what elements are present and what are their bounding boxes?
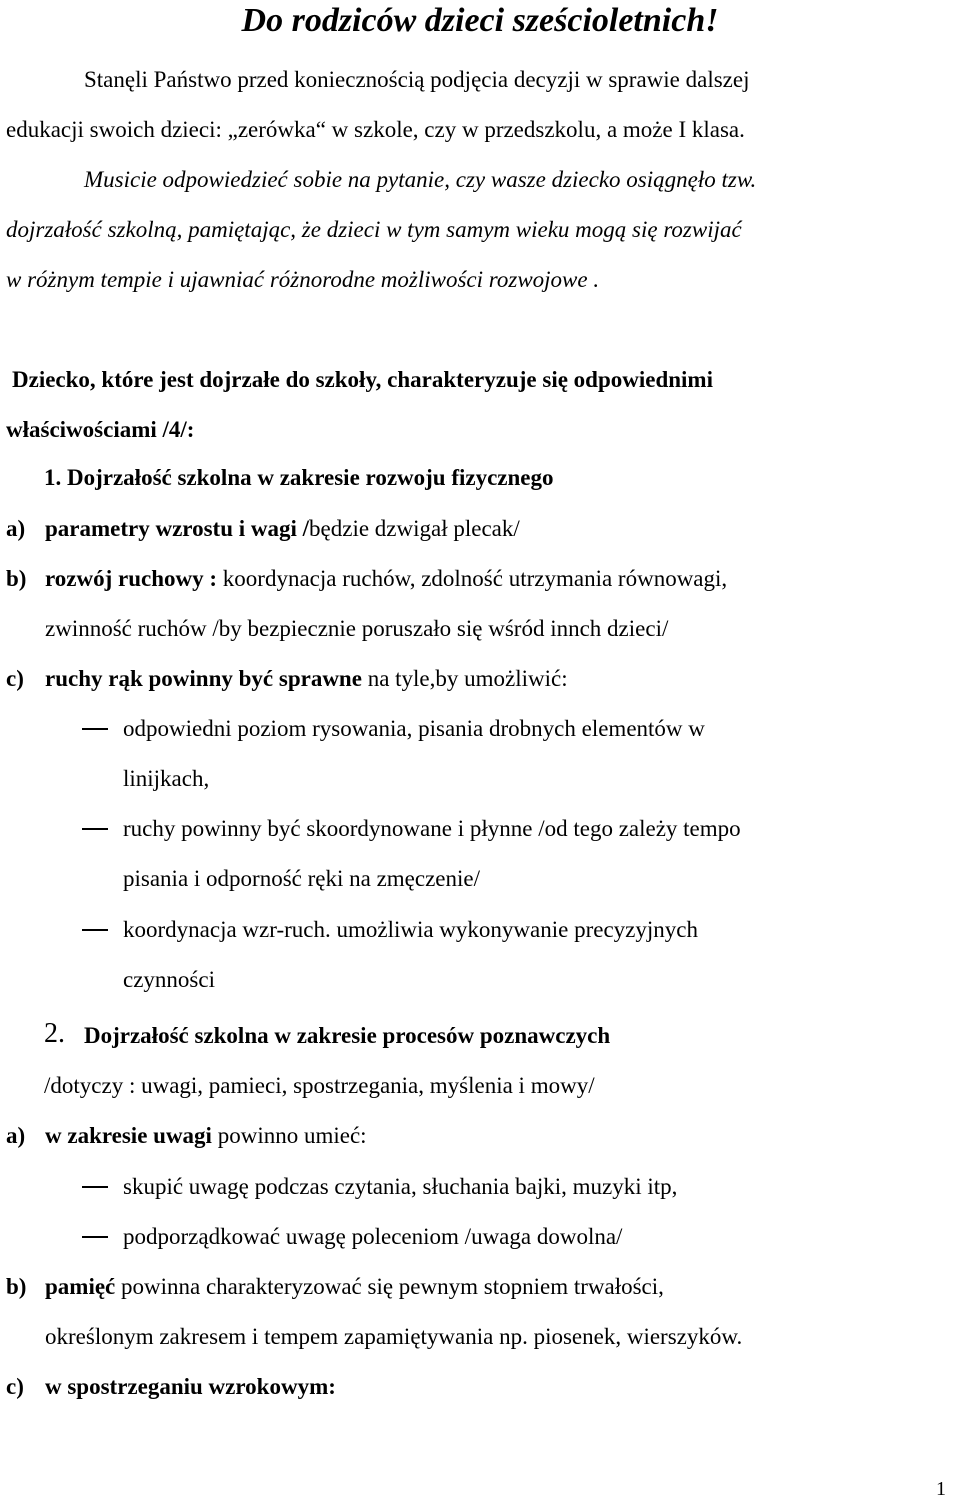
section1-item-b-cont: zwinność ruchów /by bezpiecznie poruszało się wśród innch dzieci/ [45, 616, 669, 641]
section1-item-b [45, 567, 727, 590]
bullet-dash-icon [82, 1186, 108, 1188]
section1-item-a-bold: parametry wzrostu i wagi / [45, 516, 310, 541]
bullet-dash-icon [82, 828, 108, 830]
section1-item-a-text: będzie dzwigał plecak/ [309, 516, 520, 541]
section1-bullet-3: koordynacja wzr-ruch. umożliwia wykonywanie precyzyjnych [123, 917, 698, 942]
lead-line-2: właściwościami /4/: [6, 417, 195, 442]
document-title: Do rodziców dzieci sześcioletnich! [241, 2, 719, 39]
section2-number: 2. [44, 1018, 65, 1049]
section1-item-b-label: b) [6, 566, 27, 591]
bullet-dash-icon [82, 929, 108, 931]
section1-item-c-label: c) [6, 666, 24, 691]
section1-item-a [45, 517, 520, 540]
section2-item-b-label: b) [6, 1274, 27, 1299]
intro-line-3: Musicie odpowiedzieć sobie na pytanie, czy wasze dziecko osiągnęło tzw. [84, 167, 757, 192]
section2-heading: Dojrzałość szkolna w zakresie procesów poznawczych [84, 1023, 611, 1048]
bullet-dash-icon [82, 728, 108, 730]
intro-line-1: Stanęli Państwo przed koniecznością podjęcia decyzji w sprawie dalszej [84, 67, 750, 92]
section2-bullet-1: skupić uwagę podczas czytania, słuchania bajki, muzyki itp, [123, 1174, 678, 1199]
section2-item-c: w spostrzeganiu wzrokowym: [45, 1374, 336, 1399]
section2-item-b [45, 1275, 664, 1298]
intro-line-5: w różnym tempie i ujawniać różnorodne możliwości rozwojowe . [6, 267, 600, 292]
section2-item-a-label: a) [6, 1123, 26, 1148]
section1-bullet-3-cont: czynności [123, 967, 215, 992]
section2-item-b-bold: pamięć [45, 1274, 116, 1299]
page-number: 1 [936, 1478, 946, 1500]
section2-item-a-bold: w zakresie uwagi [45, 1123, 212, 1148]
intro-line-4: dojrzałość szkolną, pamiętając, że dzieci w tym samym wieku mogą się rozwijać [6, 217, 742, 242]
section1-heading: 1. Dojrzałość szkolna w zakresie rozwoju fizycznego [44, 465, 554, 490]
bullet-dash-icon [82, 1236, 108, 1238]
section2-item-b-text: powinna charakteryzować się pewnym stopniem trwałości, [115, 1274, 664, 1299]
section2-bullet-2: podporządkować uwagę poleceniom /uwaga dowolna/ [123, 1224, 623, 1249]
section1-item-c-text: na tyle,by umożliwić: [361, 666, 568, 691]
section2-item-c-label: c) [6, 1374, 24, 1399]
section1-bullet-1: odpowiedni poziom rysowania, pisania drobnych elementów w [123, 716, 705, 741]
lead-line-1: Dziecko, które jest dojrzałe do szkoły, charakteryzuje się odpowiednimi [12, 367, 713, 392]
intro-line-2: edukacji swoich dzieci: „zerówka“ w szkole, czy w przedszkolu, a może I klasa. [6, 117, 745, 142]
section2-subheading: /dotyczy : uwagi, pamieci, spostrzegania, myślenia i mowy/ [44, 1073, 595, 1098]
section1-item-c [45, 667, 568, 690]
section1-item-c-bold: ruchy rąk powinny być sprawne [45, 666, 362, 691]
section1-item-b-text: koordynacja ruchów, zdolność utrzymania równowagi, [217, 566, 728, 591]
section2-item-a-text: powinno umieć: [211, 1123, 367, 1148]
section1-item-a-label: a) [6, 516, 26, 541]
section1-bullet-1-cont: linijkach, [123, 766, 210, 791]
section1-item-b-bold: rozwój ruchowy : [45, 566, 218, 591]
section1-bullet-2-cont: pisania i odporność ręki na zmęczenie/ [123, 866, 480, 891]
section1-bullet-2: ruchy powinny być skoordynowane i płynne /od tego zależy tempo [123, 816, 741, 841]
section2-item-a [45, 1124, 367, 1147]
section2-item-b-cont: określonym zakresem i tempem zapamiętywania np. piosenek, wierszyków. [45, 1324, 743, 1349]
